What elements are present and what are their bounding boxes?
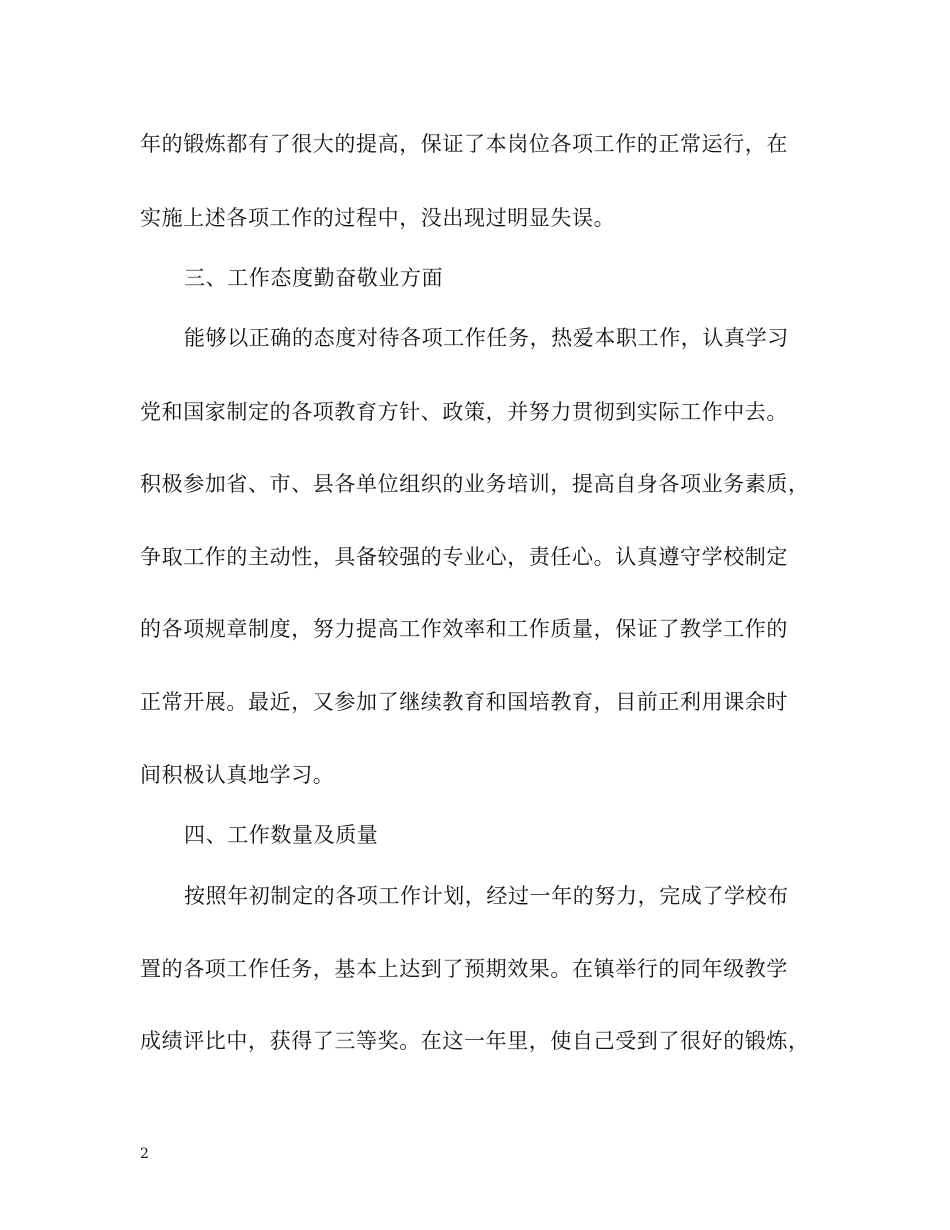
body-text-line: 的各项规章制度，努力提高工作效率和工作质量，保证了教学工作的 [140, 617, 788, 641]
body-text-line: 争取工作的主动性，具备较强的专业心，责任心。认真遵守学校制定 [140, 545, 788, 569]
body-text-line: 正常开展。最近，又参加了继续教育和国培教育，目前正利用课余时 [140, 690, 788, 714]
paragraph-first-line: 按照年初制定的各项工作计划，经过一年的努力，完成了学校布 [184, 884, 789, 908]
body-text-line: 实施上述各项工作的过程中，没出现过明显失误。 [140, 206, 616, 230]
paragraph-first-line: 能够以正确的态度对待各项工作任务，热爱本职工作，认真学习 [184, 326, 789, 350]
page-number: 2 [140, 1146, 149, 1162]
body-text-line: 间积极认真地学习。 [140, 763, 335, 787]
body-text-line: 党和国家制定的各项教育方针、政策，并努力贯彻到实际工作中去。 [140, 400, 788, 424]
body-text-line: 成绩评比中，获得了三等奖。在这一年里，使自己受到了很好的锻炼， [140, 1029, 810, 1053]
section-heading: 四、工作数量及质量 [184, 823, 379, 847]
body-text-line: 积极参加省、市、县各单位组织的业务培训，提高自身各项业务素质， [140, 472, 810, 496]
section-heading: 三、工作态度勤奋敬业方面 [184, 266, 444, 290]
body-text-line: 年的锻炼都有了很大的提高，保证了本岗位各项工作的正常运行，在 [140, 132, 788, 156]
body-text-line: 置的各项工作任务，基本上达到了预期效果。在镇举行的同年级教学 [140, 957, 788, 981]
